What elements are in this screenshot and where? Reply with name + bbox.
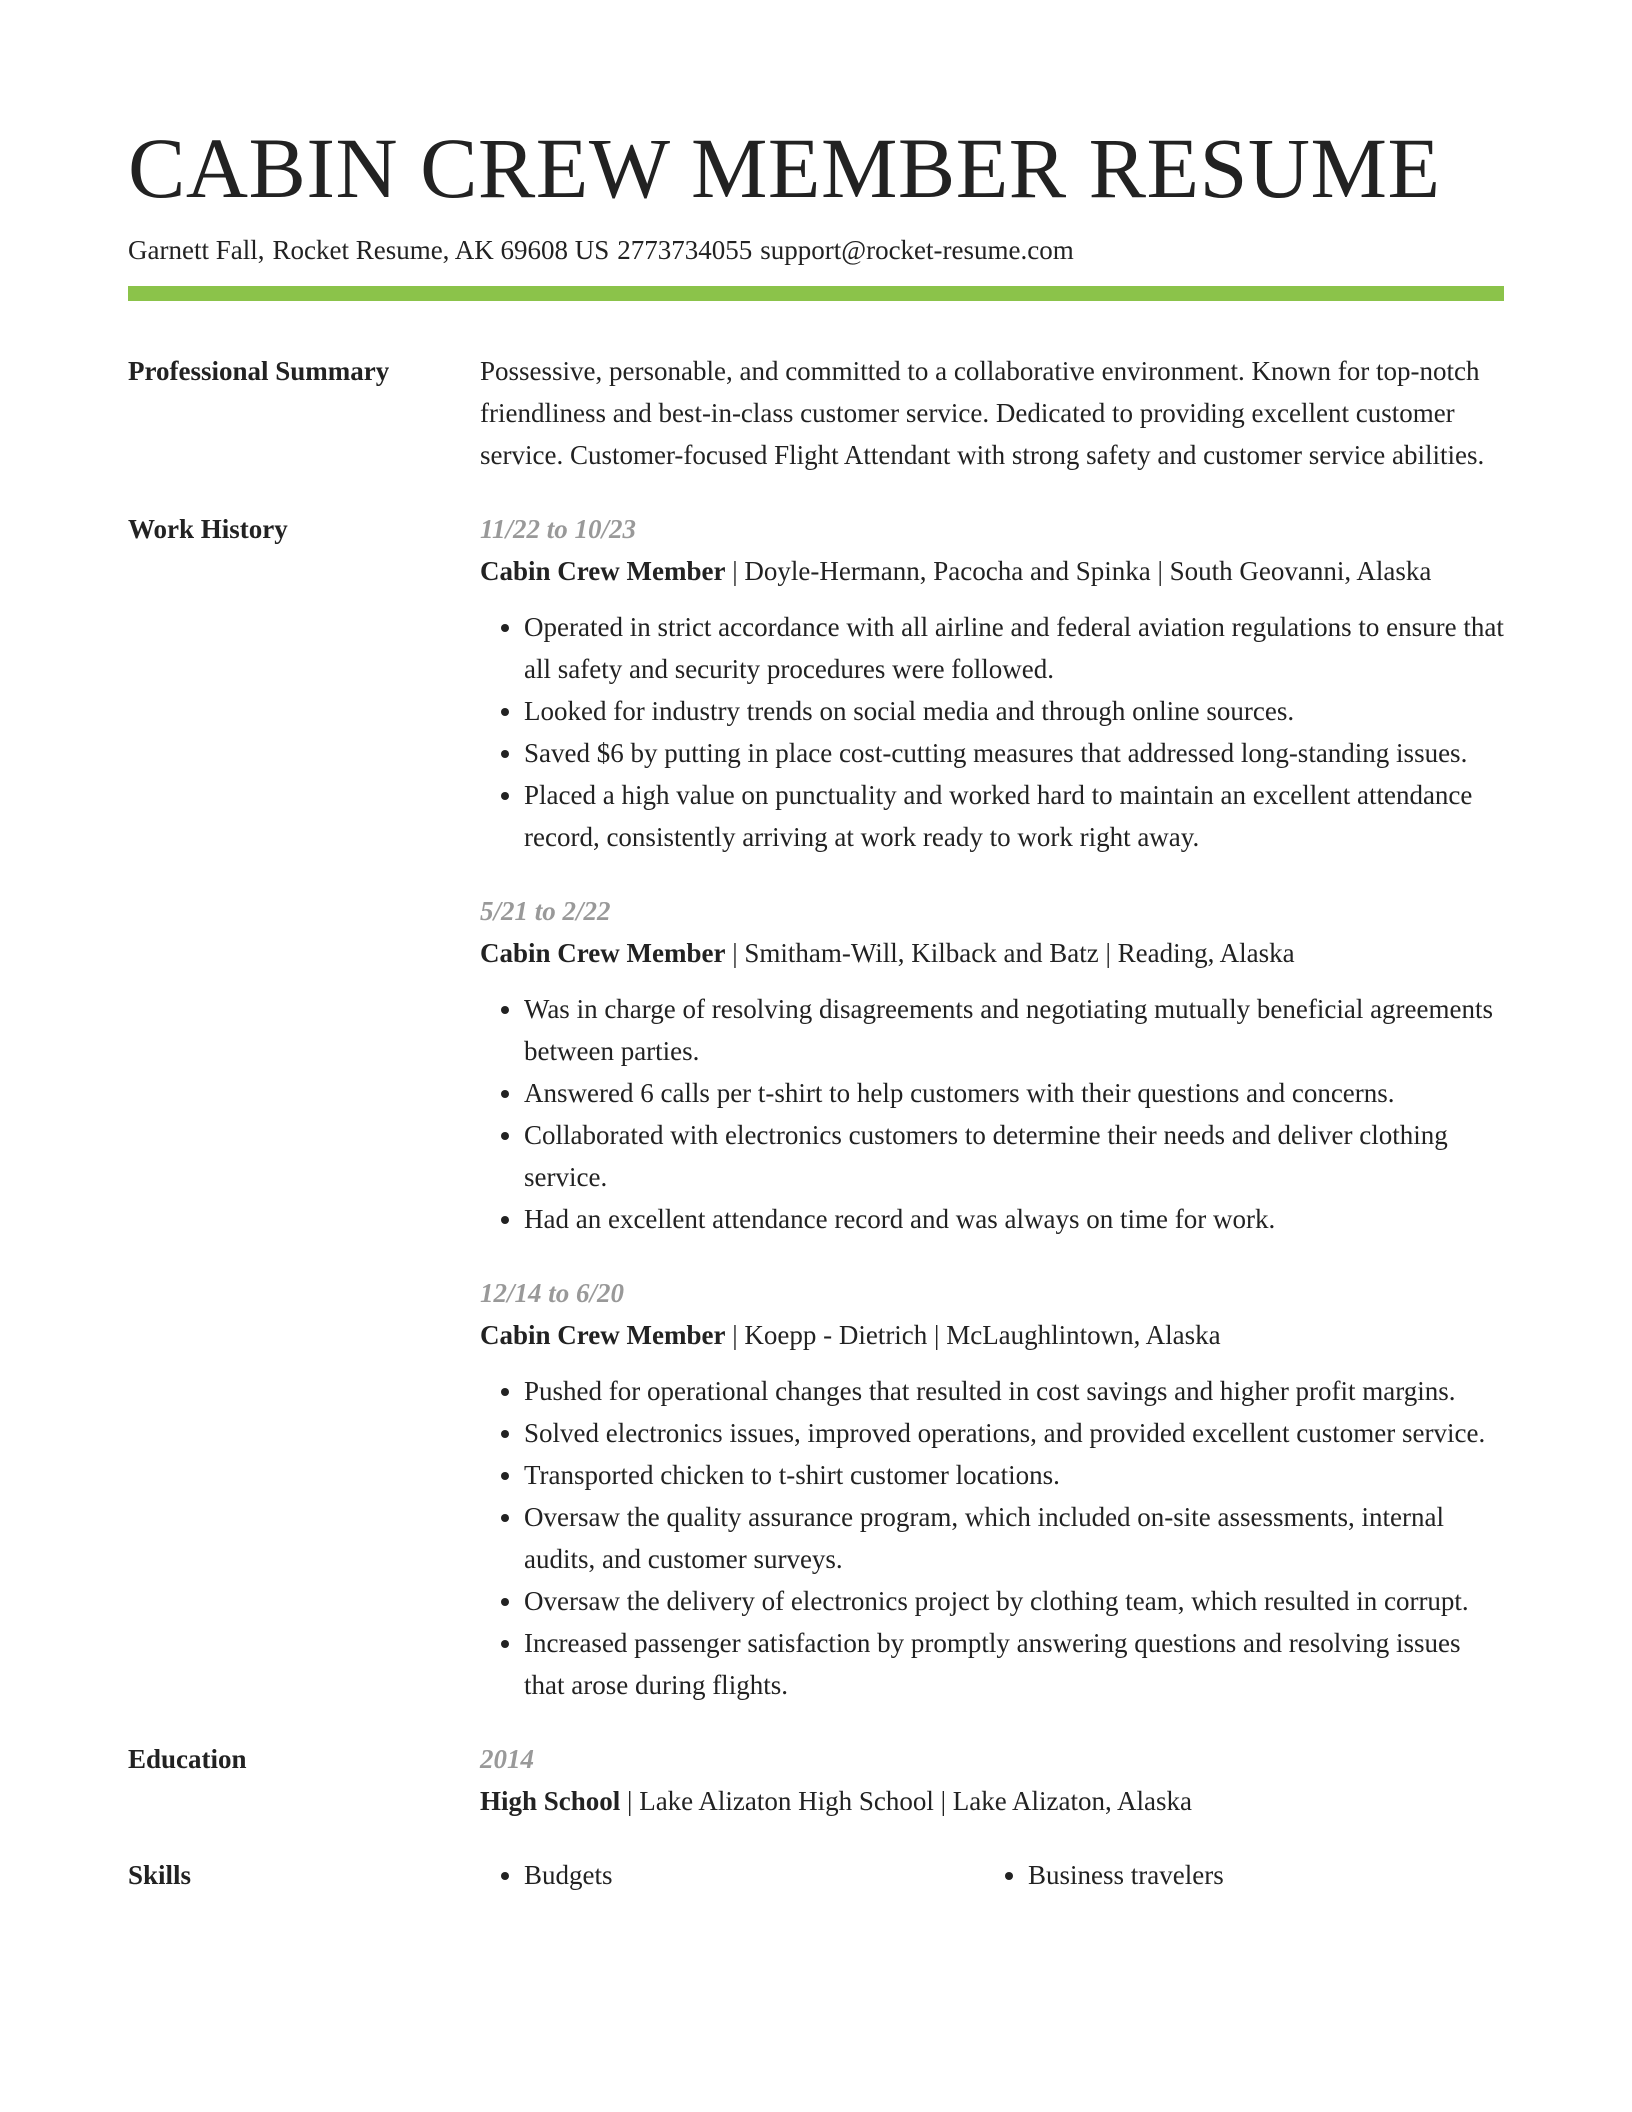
- contact-location: Rocket Resume, AK 69608 US: [272, 235, 610, 265]
- list-item: • Saved $6 by putting in place cost-cutting measures that addressed long-standing issues.: [524, 732, 1504, 774]
- job-dates: 11/22 to 10/23: [480, 514, 637, 544]
- list-item: • Had an excellent attendance record and was always on time for work.: [524, 1198, 1504, 1240]
- list-item: • Solved electronics issues, improved operations, and provided excellent customer service.: [524, 1412, 1504, 1454]
- job-line: [480, 550, 1504, 592]
- list-item: • Increased passenger satisfaction by promptly answering questions and resolving issues that arose during flights.: [524, 1622, 1504, 1706]
- job-entry: [480, 890, 1504, 1240]
- list-item: • Operated in strict accordance with all airline and federal aviation regulations to ensure that all safety and security procedures were followed.: [524, 606, 1504, 690]
- job-details: | Smitham-Will, Kilback and Batz | Reading, Alaska: [725, 938, 1295, 968]
- job-entry: [480, 508, 1504, 858]
- education-section: [128, 1738, 1504, 1822]
- skills-list-left: [480, 1854, 984, 1896]
- summary-text: Possessive, personable, and committed to a collaborative environment. Known for top-notch friendliness and best-in-class customer service. Dedicated to providing excellent customer service. Customer-focused Flight Attendant with strong safety and customer service abilities.: [480, 356, 1485, 470]
- list-item: • Budgets: [524, 1854, 984, 1896]
- contact-phone: 2773734055: [617, 235, 753, 265]
- list-item: • Answered 6 calls per t-shirt to help customers with their questions and concerns.: [524, 1072, 1504, 1114]
- contact-name: Garnett Fall,: [128, 235, 265, 265]
- education-details: | Lake Alizaton High School | Lake Alizaton, Alaska: [620, 1786, 1192, 1816]
- resume-page: [128, 118, 1504, 1896]
- job-role: Cabin Crew Member: [480, 938, 726, 968]
- job-line: [480, 1314, 1504, 1356]
- work-history-section: [128, 508, 1504, 1706]
- job-dates: 12/14 to 6/20: [480, 1278, 625, 1308]
- list-item: • Oversaw the quality assurance program, which included on-site assessments, internal audits, and customer surveys.: [524, 1496, 1504, 1580]
- job-line: [480, 932, 1504, 974]
- list-item: • Business travelers: [1028, 1854, 1488, 1896]
- work-history-body: [480, 508, 1504, 1706]
- job-entry: [480, 1272, 1504, 1706]
- job-bullets: [480, 606, 1504, 858]
- education-line: [480, 1780, 1504, 1822]
- job-bullets: [480, 1370, 1504, 1706]
- list-item: • Transported chicken to t-shirt customer locations.: [524, 1454, 1504, 1496]
- list-item: • Collaborated with electronics customers to determine their needs and deliver clothing service.: [524, 1114, 1504, 1198]
- skills-label: Skills: [128, 1860, 192, 1890]
- contact-line: [128, 232, 1504, 268]
- list-item: • Pushed for operational changes that resulted in cost savings and higher profit margins.: [524, 1370, 1504, 1412]
- education-degree: High School: [480, 1786, 621, 1816]
- summary-label: Professional Summary: [128, 356, 390, 386]
- list-item: • Was in charge of resolving disagreements and negotiating mutually beneficial agreements between parties.: [524, 988, 1504, 1072]
- job-details: | Koepp - Dietrich | McLaughlintown, Alaska: [725, 1320, 1221, 1350]
- education-label: Education: [128, 1744, 247, 1774]
- list-item: • Oversaw the delivery of electronics project by clothing team, which resulted in corrupt.: [524, 1580, 1504, 1622]
- contact-email: support@rocket-resume.com: [760, 235, 1074, 265]
- work-history-label: Work History: [128, 514, 288, 544]
- job-bullets: [480, 988, 1504, 1240]
- list-item: • Placed a high value on punctuality and worked hard to maintain an excellent attendance record, consistently arriving at work ready to work right away.: [524, 774, 1504, 858]
- education-dates: 2014: [480, 1744, 534, 1774]
- job-details: | Doyle-Hermann, Pacocha and Spinka | South Geovanni, Alaska: [725, 556, 1432, 586]
- job-role: Cabin Crew Member: [480, 556, 726, 586]
- job-role: Cabin Crew Member: [480, 1320, 726, 1350]
- skills-list-right: [984, 1854, 1488, 1896]
- job-dates: 5/21 to 2/22: [480, 896, 611, 926]
- summary-section: [128, 350, 1504, 476]
- list-item: • Looked for industry trends on social media and through online sources.: [524, 690, 1504, 732]
- skills-section: [128, 1854, 1504, 1896]
- resume-title: CABIN CREW MEMBER RESUME: [128, 120, 1441, 216]
- header-divider: [128, 286, 1504, 301]
- education-body: [480, 1738, 1504, 1822]
- skills-body: [480, 1854, 1504, 1896]
